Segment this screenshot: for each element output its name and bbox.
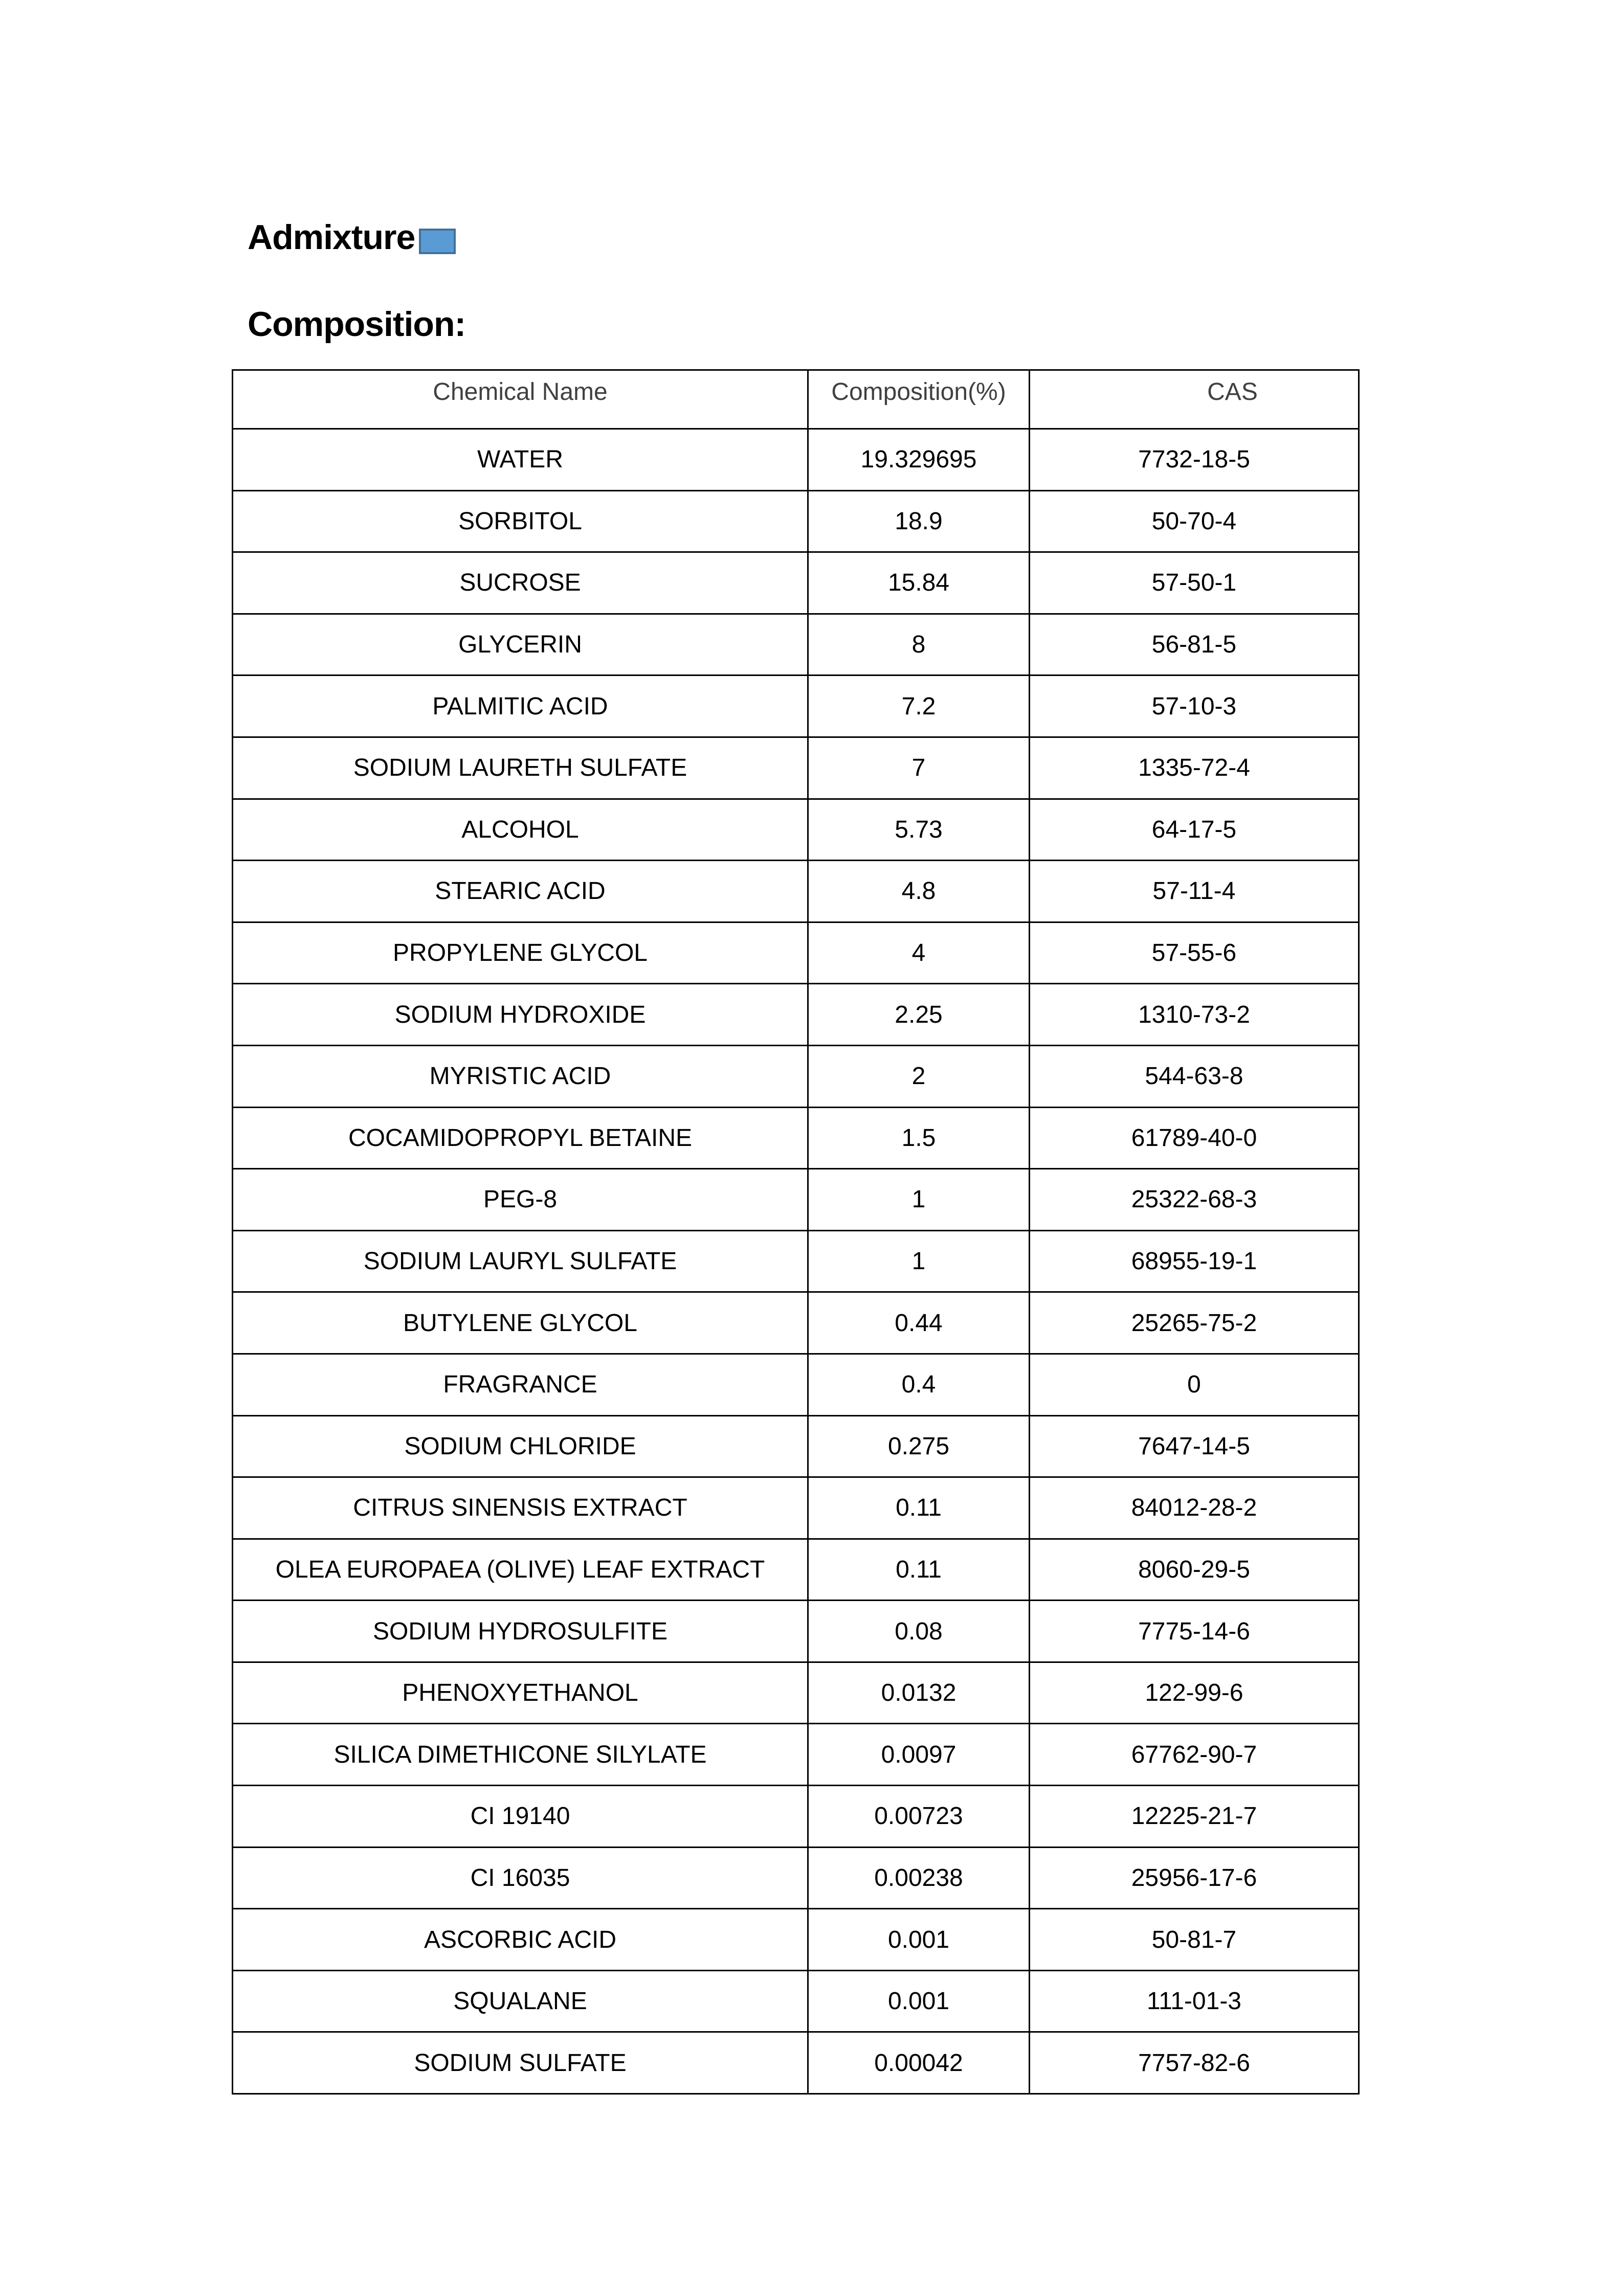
composition-cell: 0.11 [808,1477,1030,1539]
composition-cell: 2 [808,1045,1030,1107]
composition-cell: 15.84 [808,552,1030,614]
composition-cell: 7 [808,737,1030,799]
cas-cell: 544-63-8 [1030,1045,1359,1107]
chemical-name-cell: OLEA EUROPAEA (OLIVE) LEAF EXTRACT [233,1539,808,1601]
cas-cell: 122-99-6 [1030,1662,1359,1724]
composition-cell: 7.2 [808,676,1030,737]
cas-cell: 57-55-6 [1030,922,1359,984]
table-row [233,922,1359,984]
header-cas: CAS [1030,370,1359,429]
cas-cell: 7647-14-5 [1030,1415,1359,1477]
table-row [233,676,1359,737]
table-header-row [233,370,1359,429]
table-row [233,861,1359,922]
header-composition: Composition(%) [808,370,1030,429]
chemical-name-cell: CITRUS SINENSIS EXTRACT [233,1477,808,1539]
table-row [233,1107,1359,1169]
chemical-name-cell: SODIUM HYDROSULFITE [233,1601,808,1662]
cas-cell: 57-50-1 [1030,552,1359,614]
blue-square-icon [419,229,456,254]
composition-table [232,369,1360,2095]
table-row [233,1415,1359,1477]
chemical-name-cell: MYRISTIC ACID [233,1045,808,1107]
chemical-name-cell: STEARIC ACID [233,861,808,922]
cas-cell: 1310-73-2 [1030,984,1359,1046]
composition-cell: 0.00238 [808,1847,1030,1909]
composition-cell: 0.08 [808,1601,1030,1662]
cas-cell: 50-70-4 [1030,490,1359,552]
chemical-name-cell: GLYCERIN [233,614,808,676]
cas-cell: 7732-18-5 [1030,429,1359,491]
composition-cell: 5.73 [808,799,1030,861]
chemical-name-cell: COCAMIDOPROPYL BETAINE [233,1107,808,1169]
composition-cell: 0.001 [808,1909,1030,1971]
table-row [233,984,1359,1046]
chemical-name-cell: ALCOHOL [233,799,808,861]
chemical-name-cell: PROPYLENE GLYCOL [233,922,808,984]
chemical-name-cell: SORBITOL [233,490,808,552]
chemical-name-cell: SUCROSE [233,552,808,614]
cas-cell: 64-17-5 [1030,799,1359,861]
chemical-name-cell: SODIUM HYDROXIDE [233,984,808,1046]
table-row [233,799,1359,861]
cas-cell: 0 [1030,1354,1359,1415]
cas-cell: 57-10-3 [1030,676,1359,737]
composition-cell: 0.001 [808,1970,1030,2032]
chemical-name-cell: SODIUM LAURETH SULFATE [233,737,808,799]
chemical-name-cell: PEG-8 [233,1169,808,1231]
chemical-name-cell: SILICA DIMETHICONE SILYLATE [233,1724,808,1786]
chemical-name-cell: CI 19140 [233,1786,808,1848]
composition-cell: 1 [808,1230,1030,1292]
chemical-name-cell: SODIUM CHLORIDE [233,1415,808,1477]
composition-cell: 0.0097 [808,1724,1030,1786]
cas-cell: 57-11-4 [1030,861,1359,922]
composition-cell: 0.11 [808,1539,1030,1601]
chemical-name-cell: FRAGRANCE [233,1354,808,1415]
composition-cell: 0.44 [808,1292,1030,1354]
composition-cell: 18.9 [808,490,1030,552]
chemical-name-cell: PHENOXYETHANOL [233,1662,808,1724]
chemical-name-cell: WATER [233,429,808,491]
chemical-name-cell: CI 16035 [233,1847,808,1909]
composition-cell: 0.00723 [808,1786,1030,1848]
table-row [233,737,1359,799]
chemical-name-cell: PALMITIC ACID [233,676,808,737]
table-row [233,1477,1359,1539]
table-row [233,1169,1359,1231]
table-row [233,2032,1359,2094]
cas-cell: 111-01-3 [1030,1970,1359,2032]
chemical-name-cell: SODIUM SULFATE [233,2032,808,2094]
cas-cell: 1335-72-4 [1030,737,1359,799]
composition-cell: 4.8 [808,861,1030,922]
cas-cell: 50-81-7 [1030,1909,1359,1971]
composition-cell: 2.25 [808,984,1030,1046]
section-heading: Composition: [248,305,466,344]
cas-cell: 7775-14-6 [1030,1601,1359,1662]
table-row [233,1724,1359,1786]
table-row [233,1786,1359,1848]
table-row [233,1909,1359,1971]
chemical-name-cell: BUTYLENE GLYCOL [233,1292,808,1354]
cas-cell: 7757-82-6 [1030,2032,1359,2094]
header-chemical-name: Chemical Name [233,370,808,429]
document-title [248,217,456,257]
table-row [233,1970,1359,2032]
cas-cell: 56-81-5 [1030,614,1359,676]
table-row [233,429,1359,491]
chemical-name-cell: SQUALANE [233,1970,808,2032]
table-row [233,1601,1359,1662]
table-row [233,1847,1359,1909]
cas-cell: 25322-68-3 [1030,1169,1359,1231]
table-body [233,429,1359,2094]
composition-cell: 4 [808,922,1030,984]
composition-cell: 8 [808,614,1030,676]
cas-cell: 84012-28-2 [1030,1477,1359,1539]
table-row [233,1539,1359,1601]
cas-cell: 8060-29-5 [1030,1539,1359,1601]
cas-cell: 25956-17-6 [1030,1847,1359,1909]
chemical-name-cell: SODIUM LAURYL SULFATE [233,1230,808,1292]
chemical-name-cell: ASCORBIC ACID [233,1909,808,1971]
table-row [233,1662,1359,1724]
composition-cell: 0.4 [808,1354,1030,1415]
title-text: Admixture [248,218,415,257]
table-row [233,1354,1359,1415]
cas-cell: 12225-21-7 [1030,1786,1359,1848]
cas-cell: 25265-75-2 [1030,1292,1359,1354]
cas-cell: 61789-40-0 [1030,1107,1359,1169]
table-row [233,1045,1359,1107]
table-row [233,1230,1359,1292]
composition-cell: 1.5 [808,1107,1030,1169]
table-row [233,1292,1359,1354]
table-row [233,614,1359,676]
composition-cell: 0.275 [808,1415,1030,1477]
composition-cell: 0.0132 [808,1662,1030,1724]
table-row [233,490,1359,552]
composition-cell: 0.00042 [808,2032,1030,2094]
cas-cell: 67762-90-7 [1030,1724,1359,1786]
composition-cell: 1 [808,1169,1030,1231]
composition-cell: 19.329695 [808,429,1030,491]
table-row [233,552,1359,614]
cas-cell: 68955-19-1 [1030,1230,1359,1292]
